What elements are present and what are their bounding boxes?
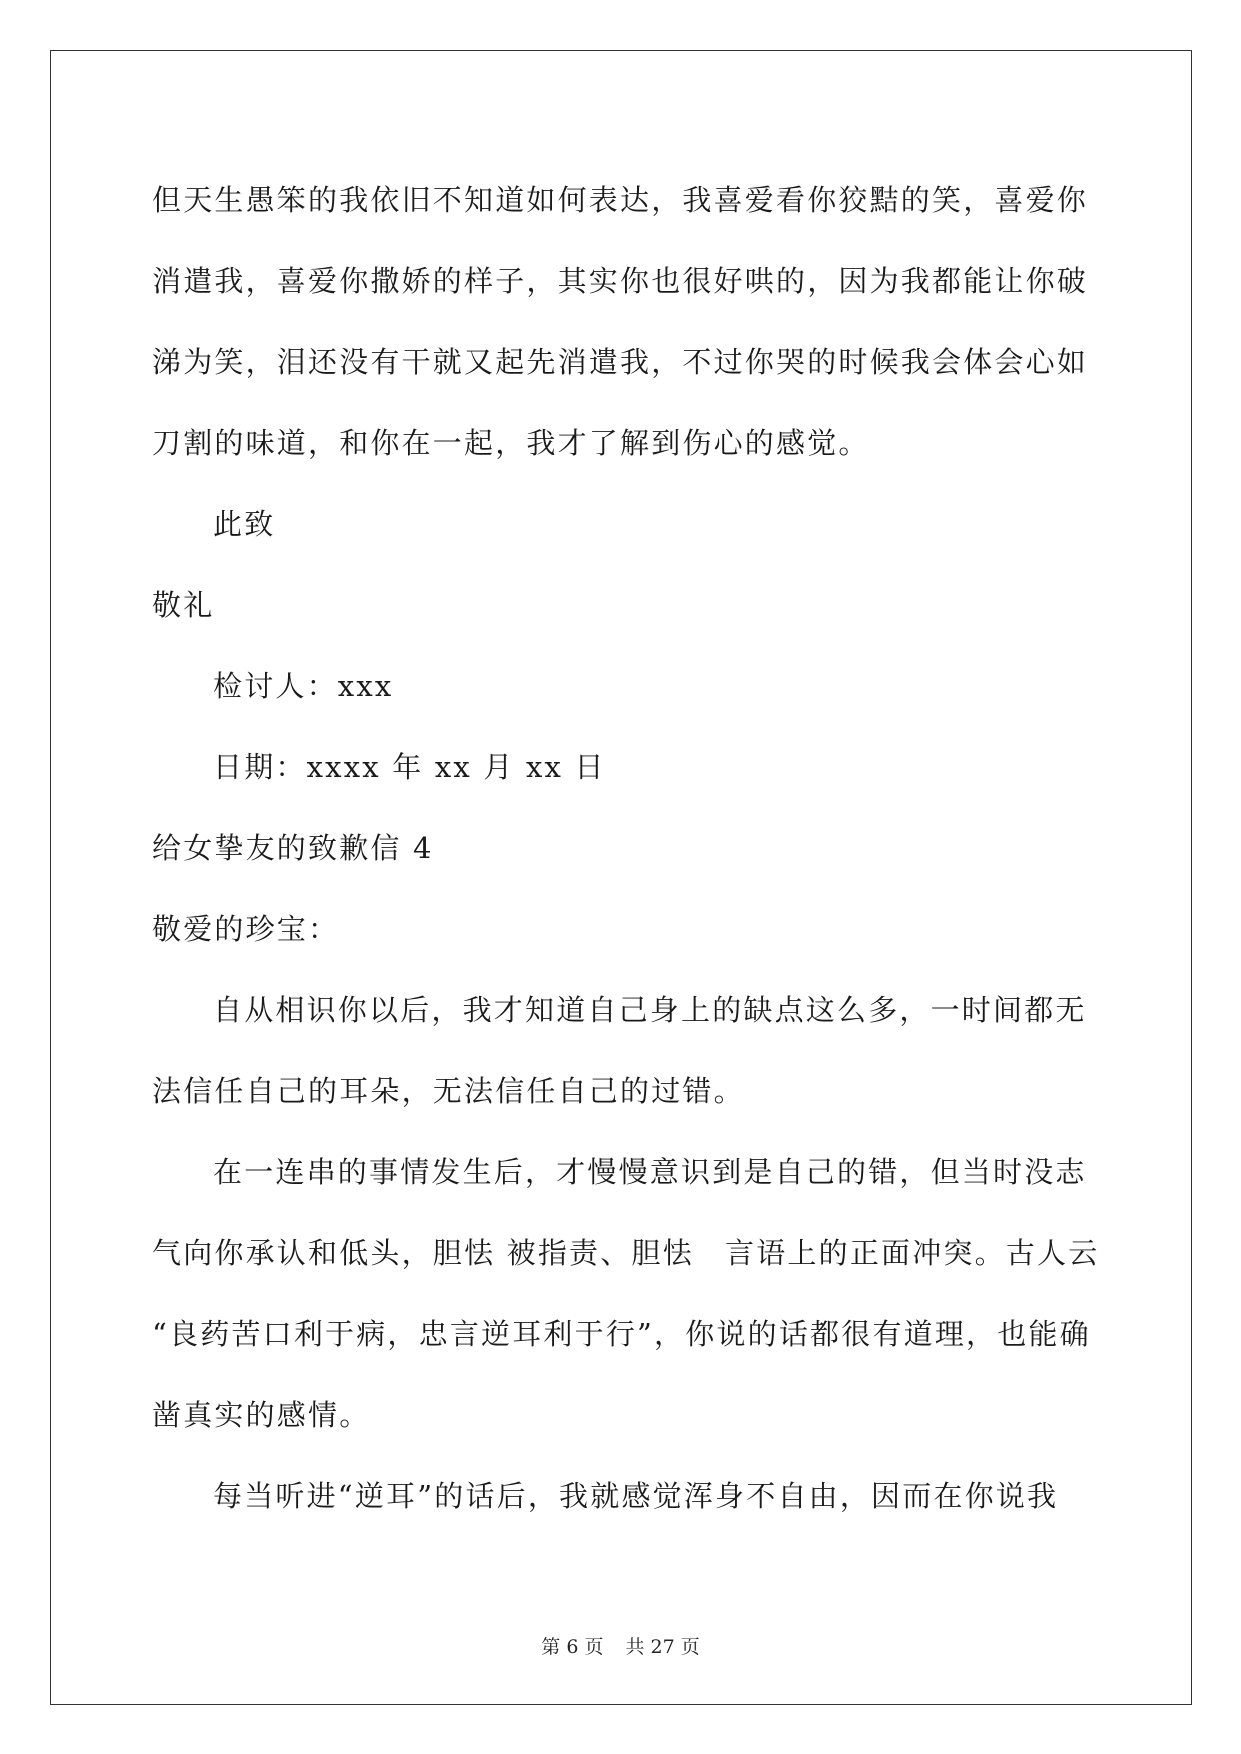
text-line: “良药苦口利于病，忠言逆耳利于行”，你说的话都很有道理，也能确 — [152, 1317, 1091, 1351]
text-line: 凿真实的感情。 — [152, 1398, 371, 1432]
text-line: 涕为笑，泪还没有干就又起先消遣我，不过你哭的时候我会体会心如 — [152, 345, 1089, 379]
text-line: 自从相识你以后，我才知道自己身上的缺点这么多，一时间都无 — [213, 993, 1087, 1027]
text-line: 刀割的味道，和你在一起，我才了解到伤心的感觉。 — [152, 426, 870, 460]
text-line: 法信任自己的耳朵，无法信任自己的过错。 — [152, 1074, 745, 1108]
closing-regards: 敬礼 — [152, 588, 215, 622]
text-line: 在一连串的事情发生后，才慢慢意识到是自己的错，但当时没志 — [213, 1155, 1087, 1189]
document-body — [152, 160, 1100, 1537]
text-line: 气向你承认和低头，胆怯 被指责、胆怯 言语上的正面冲突。古人云 — [152, 1236, 1100, 1270]
date-line: 日期：xxxx 年 xx 月 xx 日 — [213, 750, 606, 784]
text-line: 但天生愚笨的我依旧不知道如何表达，我喜爱看你狡黠的笑，喜爱你 — [152, 183, 1089, 217]
closing-salutation: 此致 — [213, 507, 276, 541]
text-line: 每当听进“逆耳”的话后，我就感觉浑身不自由，因而在你说我 — [213, 1479, 1059, 1513]
signer-line: 检讨人：xxx — [213, 669, 394, 703]
section-title: 给女挚友的致歉信 4 — [152, 831, 434, 865]
text-line: 消遣我，喜爱你撒娇的样子，其实你也很好哄的，因为我都能让你破 — [152, 264, 1089, 298]
page-number: 第 6 页 — [541, 1636, 604, 1658]
greeting-line: 敬爱的珍宝： — [152, 912, 340, 946]
page-footer — [0, 1632, 1241, 1659]
page-total: 共 27 页 — [625, 1636, 700, 1658]
